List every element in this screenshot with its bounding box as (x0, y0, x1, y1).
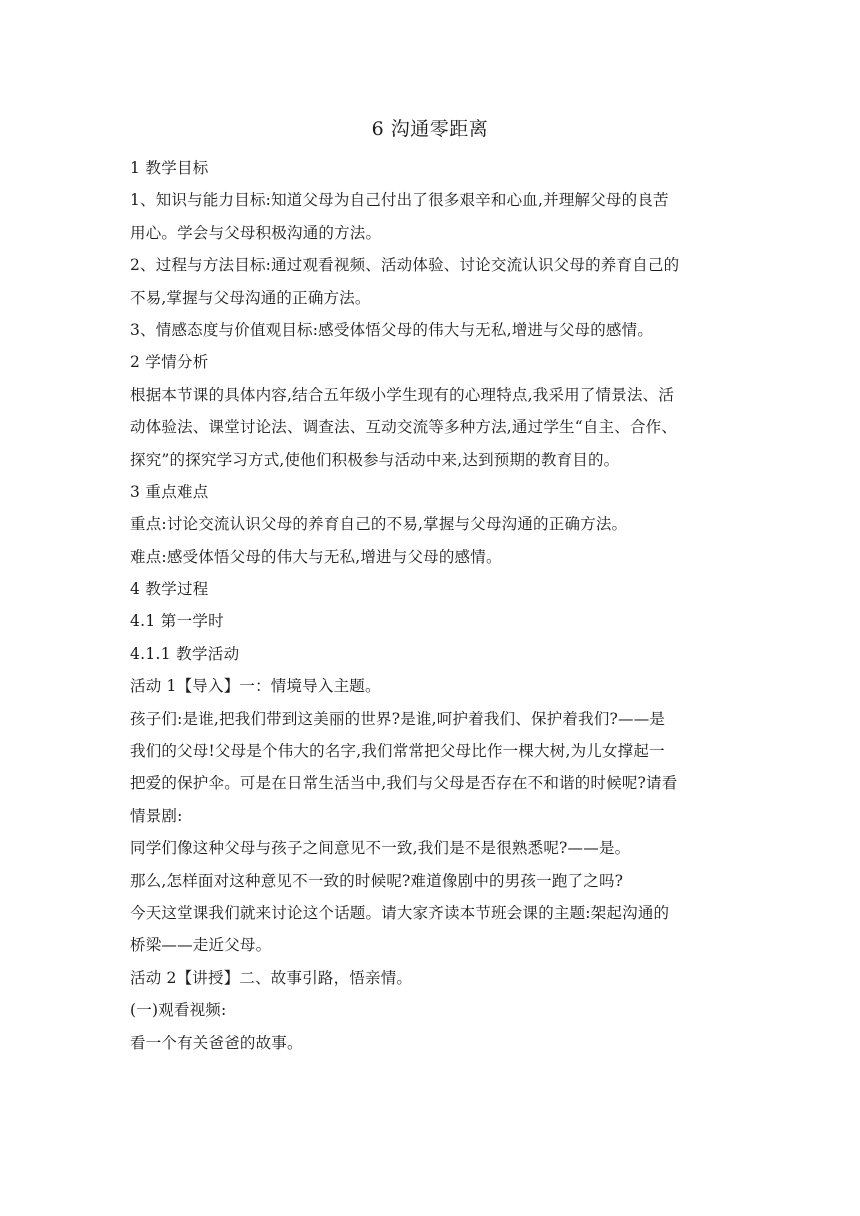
paragraph-line: 看一个有关爸爸的故事。 (130, 1033, 303, 1052)
paragraph-line: 情景剧: (130, 806, 183, 825)
paragraph-line: 孩子们:是谁,把我们带到这美丽的世界?是谁,呵护着我们、保护着我们?——是 (130, 709, 666, 728)
paragraph-line: 同学们像这种父母与孩子之间意见不一致,我们是不是很熟悉呢?——是。 (130, 839, 631, 858)
subsection-heading-first-period: 4.1 第一学时 (130, 612, 224, 631)
activity-heading: 活动 2【讲授】二、故事引路，悟亲情。 (130, 968, 413, 987)
section-heading-teaching-goals: 1 教学目标 (130, 159, 209, 177)
paragraph-line: 今天这堂课我们就来讨论这个话题。请大家齐读本节班会课的主题:架起沟通的 (130, 903, 670, 922)
paragraph-line: 那么,怎样面对这种意见不一致的时候呢?难道像剧中的男孩一跑了之吗? (130, 871, 624, 890)
paragraph-line: 不易,掌握与父母沟通的正确方法。 (130, 288, 371, 307)
paragraph-line: 2、过程与方法目标:通过观看视频、活动体验、讨论交流认识父母的养育自己的 (130, 256, 680, 275)
document-body (130, 152, 736, 1059)
paragraph-line: 重点:讨论交流认识父母的养育自己的不易,掌握与父母沟通的正确方法。 (130, 515, 628, 534)
paragraph-line: 桥梁——走近父母。 (130, 936, 272, 955)
activity-heading: 活动 1【导入】一：情境导入主题。 (130, 677, 381, 696)
paragraph-line: 1、知识与能力目标:知道父母为自己付出了很多艰辛和心血,并理解父母的良苦 (130, 191, 669, 210)
paragraph-line: 探究”的探究学习方式,使他们积极参与活动中来,达到预期的教育目的。 (130, 450, 620, 469)
paragraph-line: 难点:感受体悟父母的伟大与无私,增进与父母的感情。 (130, 547, 502, 566)
subsection-heading-teaching-activities: 4.1.1 教学活动 (130, 644, 240, 663)
document-title: 6 沟通零距离 (371, 118, 489, 140)
section-heading-teaching-process: 4 教学过程 (130, 580, 209, 599)
paragraph-line: (一)观看视频: (130, 1001, 227, 1020)
section-heading-learning-analysis: 2 学情分析 (130, 353, 209, 372)
paragraph-line: 用心。学会与父母积极沟通的方法。 (130, 223, 382, 242)
paragraph-line: 动体验法、课堂讨论法、调查法、互动交流等多种方法,通过学生“自主、合作、 (130, 418, 678, 437)
paragraph-line: 我们的父母!父母是个伟大的名字,我们常常把父母比作一棵大树,为儿女撑起一 (130, 742, 665, 761)
paragraph-line: 把爱的保护伞。可是在日常生活当中,我们与父母是否存在不和谐的时候呢?请看 (130, 774, 678, 793)
paragraph-line: 根据本节课的具体内容,结合五年级小学生现有的心理特点,我采用了情景法、活 (130, 385, 675, 404)
section-heading-key-points: 3 重点难点 (130, 482, 209, 501)
paragraph-line: 3、情感态度与价值观目标:感受体悟父母的伟大与无私,增进与父母的感情。 (130, 320, 654, 339)
